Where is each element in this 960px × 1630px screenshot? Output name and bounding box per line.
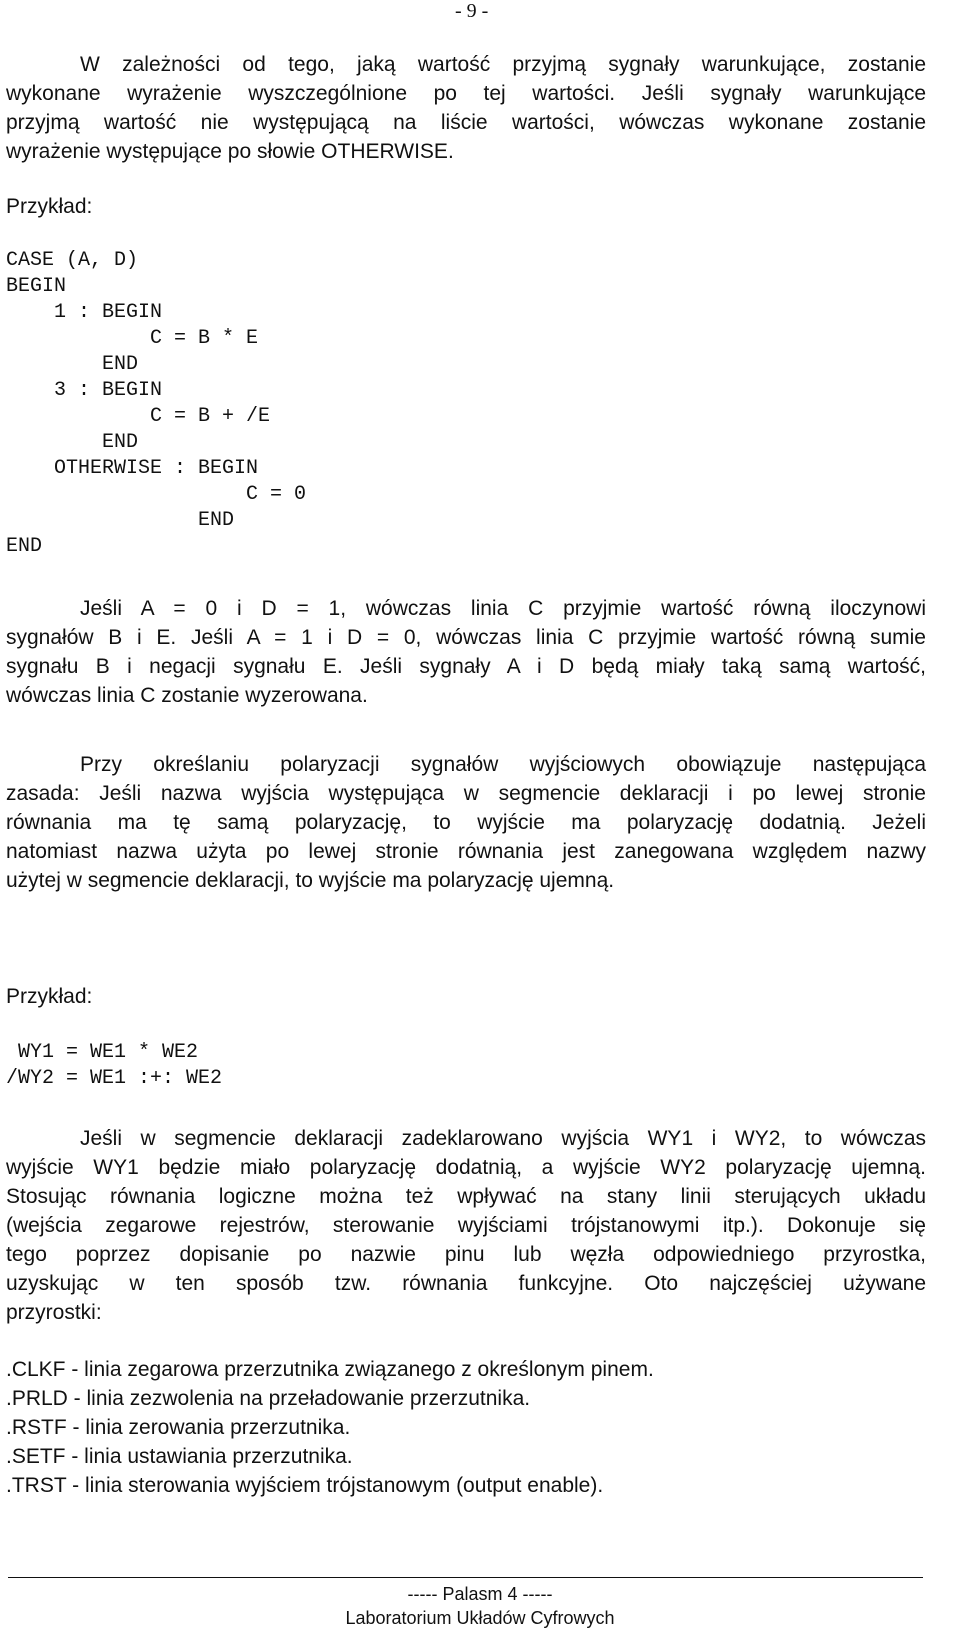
list-item: .TRST - linia sterowania wyjściem trójstanowym (output enable).: [6, 1474, 604, 1497]
text-line: przyrostki:: [6, 1301, 102, 1324]
text-line: W zależności od tego, jaką wartość przyjmą sygnały warunkujące, zostanie: [80, 53, 926, 76]
page-footer: [0, 1582, 960, 1630]
text-line: zasada: Jeśli nazwa wyjścia występująca w segmencie deklaracji i po lewej stronie: [6, 782, 926, 805]
text-line: wyjście WY1 będzie miało polaryzację dodatnią, a wyjście WY2 polaryzację ujemną.: [6, 1156, 926, 1179]
text-line: (wejścia zegarowe rejestrów, sterowanie wyjściami trójstanowymi itp.). Dokonuje się: [6, 1214, 926, 1237]
code-line: 1 : BEGIN: [6, 301, 163, 324]
text-line: tego poprzez dopisanie po nazwie pinu lub węzła odpowiedniego przyrostka,: [6, 1243, 926, 1266]
text-line: przyjmą wartość nie występującą na liście wartości, wówczas wykonane zostanie: [6, 111, 926, 134]
list-item: .RSTF - linia zerowania przerzutnika.: [6, 1416, 351, 1439]
code-line: END: [6, 509, 235, 532]
text-line: sygnału B i negacji sygnału E. Jeśli sygnały A i D będą miały taką samą wartość,: [6, 655, 926, 678]
code-line: END: [6, 431, 139, 454]
code-block-case: [6, 248, 306, 560]
text-line: Stosując równania logiczne można też wpływać na stany linii sterujących układu: [6, 1185, 926, 1208]
code-line: 3 : BEGIN: [6, 379, 163, 402]
code-line: END: [6, 535, 43, 558]
paragraph-functional-equations: [6, 1124, 926, 1327]
text-line: Jeśli A = 0 i D = 1, wówczas linia C przyjmie wartość równą iloczynowi: [80, 597, 926, 620]
footer-subtitle: Laboratorium Układów Cyfrowych: [345, 1608, 615, 1628]
code-line: OTHERWISE : BEGIN: [6, 457, 259, 480]
code-line: C = 0: [6, 483, 307, 506]
code-line: END: [6, 353, 139, 376]
code-line: WY1 = WE1 * WE2: [6, 1041, 199, 1064]
text-line: Przy określaniu polaryzacji sygnałów wyjściowych obowiązuje następująca: [80, 753, 926, 776]
page-number: - 9 -: [455, 0, 489, 22]
list-item: .SETF - linia ustawiania przerzutnika.: [6, 1445, 353, 1468]
paragraph-case-explanation: [6, 594, 926, 710]
text-line: użytej w segmencie deklaracji, to wyjście ma polaryzację ujemną.: [6, 869, 615, 892]
example-label: Przykład:: [6, 195, 93, 218]
footer-divider: [8, 1577, 923, 1578]
list-item: .CLKF - linia zegarowa przerzutnika związanego z określonym pinem.: [6, 1358, 654, 1381]
code-line: C = B + /E: [6, 405, 271, 428]
example-label: Przykład:: [6, 985, 93, 1008]
text-line: Jeśli w segmencie deklaracji zadeklarowano wyjścia WY1 i WY2, to wówczas: [80, 1127, 926, 1150]
text-line: wykonane wyrażenie wyszczególnione po tej wartości. Jeśli sygnały warunkujące: [6, 82, 926, 105]
code-line: BEGIN: [6, 275, 67, 298]
code-line: C = B * E: [6, 327, 259, 350]
text-line: wówczas linia C zostanie wyzerowana.: [6, 684, 368, 707]
paragraph-polarity: [6, 750, 926, 895]
list-item: .PRLD - linia zezwolenia na przeładowanie przerzutnika.: [6, 1387, 531, 1410]
footer-title: ----- Palasm 4 -----: [407, 1584, 553, 1604]
text-line: równania ma tę samą polaryzację, to wyjście ma polaryzację dodatnią. Jeżeli: [6, 811, 926, 834]
text-line: uzyskując w ten sposób tzw. równania funkcyjne. Oto najczęściej używane: [6, 1272, 926, 1295]
code-line: CASE (A, D): [6, 249, 139, 272]
text-line: sygnałów B i E. Jeśli A = 1 i D = 0, wówczas linia C przyjmie wartość równą sumie: [6, 626, 926, 649]
paragraph-case-intro: [6, 50, 926, 166]
code-line: /WY2 = WE1 :+: WE2: [6, 1067, 223, 1090]
suffix-list: [6, 1355, 654, 1500]
text-line: natomiast nazwa użyta po lewej stronie równania jest zanegowana względem nazwy: [6, 840, 926, 863]
text-line: wyrażenie występujące po słowie OTHERWISE.: [6, 140, 454, 163]
code-block-polarity: [6, 1040, 222, 1092]
